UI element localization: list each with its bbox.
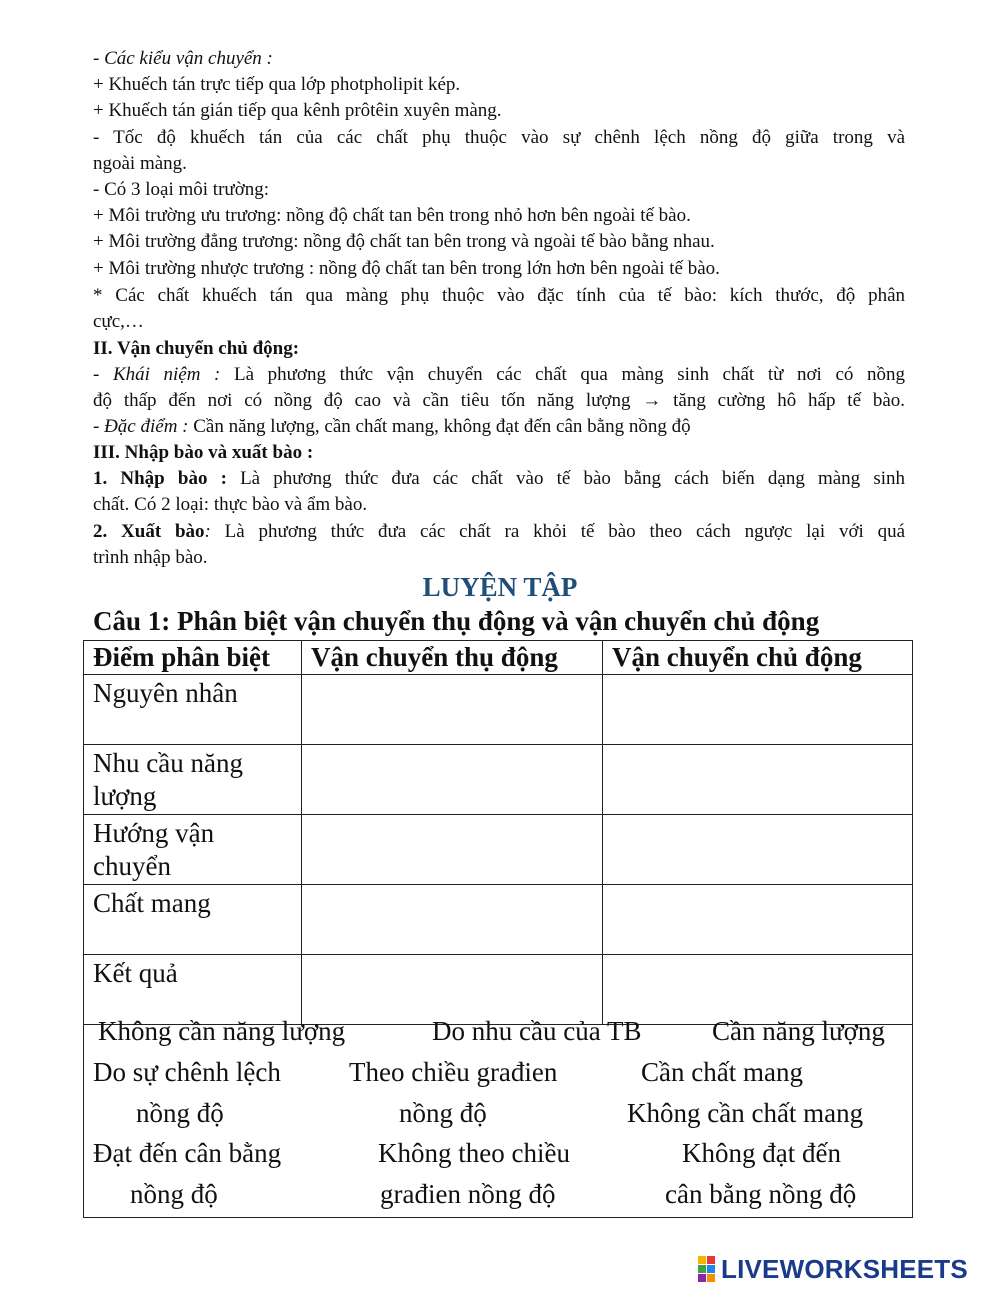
- header-cell: Vận chuyển chủ động: [603, 641, 913, 675]
- table-row: [84, 745, 913, 815]
- answer-option[interactable]: Cần chất mang: [641, 1057, 803, 1087]
- answer-drop-cell[interactable]: [603, 815, 913, 885]
- term-label: - Đặc điểm :: [93, 416, 189, 437]
- text-line: ngoài màng.: [93, 153, 187, 174]
- answer-drop-cell[interactable]: [603, 675, 913, 745]
- answer-option[interactable]: nồng độ: [130, 1179, 218, 1209]
- header-cell: Vận chuyển thụ động: [302, 641, 603, 675]
- answer-drop-cell[interactable]: [603, 745, 913, 815]
- answer-drop-cell[interactable]: [302, 885, 603, 955]
- brand-name: LIVEWORKSHEETS: [721, 1253, 968, 1284]
- row-label: Nguyên nhân: [84, 675, 302, 745]
- text-line: - Đặc điểm : Cần năng lượng, cần chất mang, không đạt đến cân bằng nồng độ: [93, 416, 691, 437]
- answer-option[interactable]: Không theo chiều: [378, 1138, 570, 1168]
- answer-option[interactable]: Không đạt đến: [682, 1138, 841, 1168]
- section-heading: III. Nhập bào và xuất bào :: [93, 442, 314, 463]
- practice-title: LUYỆN TẬP: [422, 572, 578, 602]
- text-line: * Các chất khuếch tán qua màng phụ thuộc vào đặc tính của tế bào: kích thước, độ phân: [93, 285, 905, 306]
- answer-option[interactable]: Do nhu cầu của TB: [432, 1016, 642, 1046]
- table-header-row: [84, 641, 913, 675]
- row-label: Nhu cầu năng lượng: [84, 745, 302, 815]
- table-row: [84, 675, 913, 745]
- answer-option[interactable]: građien nồng độ: [380, 1179, 556, 1209]
- text-line: + Khuếch tán trực tiếp qua lớp photpholipit kép.: [93, 74, 461, 95]
- term-label: 1. Nhập bào :: [93, 468, 227, 489]
- text-line: + Môi trường nhược trương : nồng độ chất tan bên trong lớn hơn bên ngoài tế bào.: [93, 258, 720, 279]
- answer-option[interactable]: nồng độ: [136, 1098, 224, 1128]
- text-line: - Tốc độ khuếch tán của các chất phụ thuộc vào sự chênh lệch nồng độ giữa trong và: [93, 127, 905, 148]
- answer-option[interactable]: Không cần chất mang: [627, 1098, 864, 1128]
- row-label: Hướng vận chuyển: [84, 815, 302, 885]
- term-label: - Khái niệm :: [93, 364, 221, 385]
- text-line: - Khái niệm : Là phương thức vận chuyển các chất qua màng sinh chất từ nơi có nồng: [93, 364, 905, 385]
- blocks-logo-icon: [698, 1256, 715, 1282]
- text-line: - Có 3 loại môi trường:: [93, 179, 270, 200]
- answer-option[interactable]: Theo chiều građien: [349, 1057, 558, 1087]
- text-line: cực,…: [93, 311, 144, 332]
- answer-option[interactable]: cân bằng nồng độ: [665, 1179, 857, 1209]
- text-line: + Môi trường ưu trương: nồng độ chất tan bên trong nhỏ hơn bên ngoài tế bào.: [93, 205, 691, 226]
- answer-drop-cell[interactable]: [603, 885, 913, 955]
- answer-option[interactable]: nồng độ: [399, 1098, 487, 1128]
- table-row: [84, 885, 913, 955]
- text-line: độ thấp đến nơi có nồng độ cao và cần tiêu tốn năng lượng → tăng cường hô hấp tế bào.: [93, 390, 905, 411]
- text-line: + Môi trường đẳng trương: nồng độ chất tan bên trong và ngoài tế bào bằng nhau.: [93, 231, 715, 252]
- text-line: chất. Có 2 loại: thực bào và ẩm bào.: [93, 494, 368, 515]
- liveworksheets-logo: [698, 1254, 968, 1284]
- answer-option[interactable]: Do sự chênh lệch: [93, 1057, 281, 1087]
- text-line: 1. Nhập bào : Là phương thức đưa các chất vào tế bào bằng cách biến dạng màng sinh: [93, 468, 905, 489]
- text-line: - Các kiểu vận chuyển :: [93, 48, 273, 69]
- section-heading: II. Vận chuyển chủ động:: [93, 338, 300, 359]
- answer-drop-cell[interactable]: [302, 815, 603, 885]
- answer-drop-cell[interactable]: [302, 745, 603, 815]
- answer-option[interactable]: Cần năng lượng: [712, 1016, 885, 1046]
- text-line: trình nhập bào.: [93, 547, 208, 568]
- answer-options-box: [83, 1013, 913, 1218]
- text-line: + Khuếch tán gián tiếp qua kênh prôtêin xuyên màng.: [93, 100, 502, 121]
- comparison-table: [83, 640, 913, 1025]
- answer-option[interactable]: Không cần năng lượng: [98, 1016, 346, 1046]
- table-row: [84, 815, 913, 885]
- term-label: 2. Xuất bào: [93, 521, 205, 542]
- row-label: Kết quả: [84, 955, 302, 1025]
- answer-drop-cell[interactable]: [302, 675, 603, 745]
- question-title: Câu 1: Phân biệt vận chuyển thụ động và vận chuyển chủ động: [93, 606, 820, 636]
- header-cell: Điểm phân biệt: [84, 641, 302, 675]
- row-label: Chất mang: [84, 885, 302, 955]
- answer-option[interactable]: Đạt đến cân bằng: [93, 1138, 282, 1168]
- text-line: 2. Xuất bào: Là phương thức đưa các chất ra khỏi tế bào theo cách ngược lại với quá: [93, 521, 906, 542]
